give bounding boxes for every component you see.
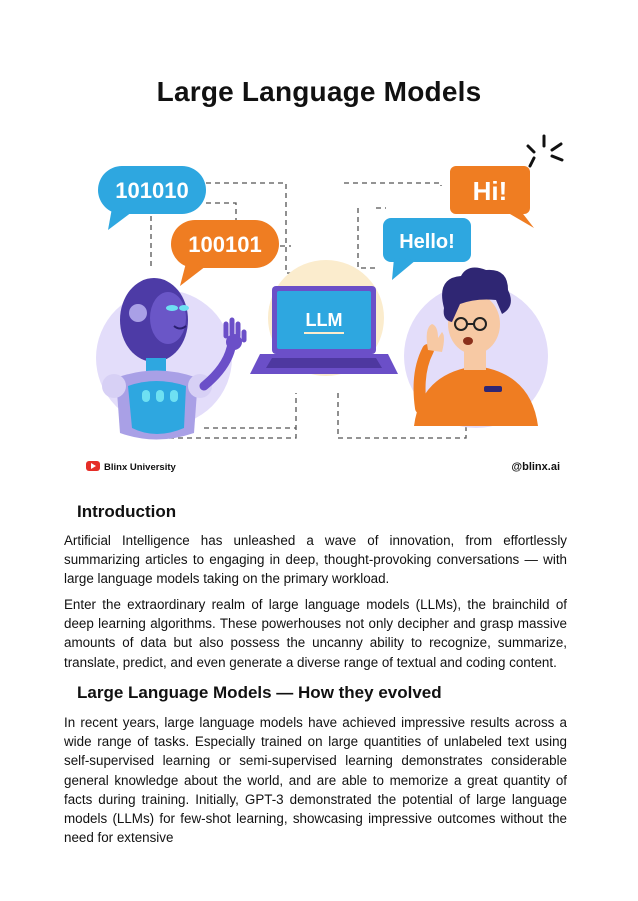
bubble-text-hello: Hello! [399, 231, 455, 253]
intro-paragraph-2: Enter the extraordinary realm of large language models (LLMs), the brainchild of deep learning algorithms. These powerhouses not only decipher and grasp massive amounts of data but also possess the uncanny ability to recognize, summarize, translate, predict, and even generate a diverse range of textual and coding content. [64, 597, 567, 670]
laptop-label: LLM [305, 310, 343, 330]
evolution-paragraph-1: In recent years, large language models have achieved impressive results across a wide range of tasks. Especially trained on large quantities of unlabeled text using self-supervised learning or semi-supervised learning demonstrates considerable general knowledge about the world, and are able to memorize a great quantity of facts during training. Initially, GPT-3 demonstrated the potential of large language models (LLMs) for few-shot learning, showcasing impressive outcomes without the need for extensive [64, 715, 567, 846]
brand-left [86, 461, 177, 473]
laptop-icon [250, 286, 398, 374]
section-heading-introduction: Introduction [77, 502, 177, 521]
brand-left-text: Blinx University [104, 462, 176, 473]
llm-illustration [76, 128, 576, 478]
sparkle-icon [528, 136, 562, 166]
speech-bubble-hello [383, 218, 471, 280]
brand-right-text: @blinx.ai [511, 461, 560, 473]
section-heading-evolution: Large Language Models — How they evolved [77, 683, 442, 702]
bubble-text-hi: Hi! [472, 176, 508, 206]
bubble-text-2: 100101 [188, 232, 262, 257]
speech-bubble-binary-1 [98, 166, 206, 230]
intro-paragraph-1: Artificial Intelligence has unleashed a wave of innovation, from effortlessly summarizing articles to engaging in deep, thought-provoking conversations — with large language models taking on the primary workload. [64, 533, 567, 587]
page-title: Large Language Models [156, 76, 482, 107]
bubble-text-1: 101010 [115, 178, 189, 203]
speech-bubble-binary-2 [171, 220, 279, 286]
